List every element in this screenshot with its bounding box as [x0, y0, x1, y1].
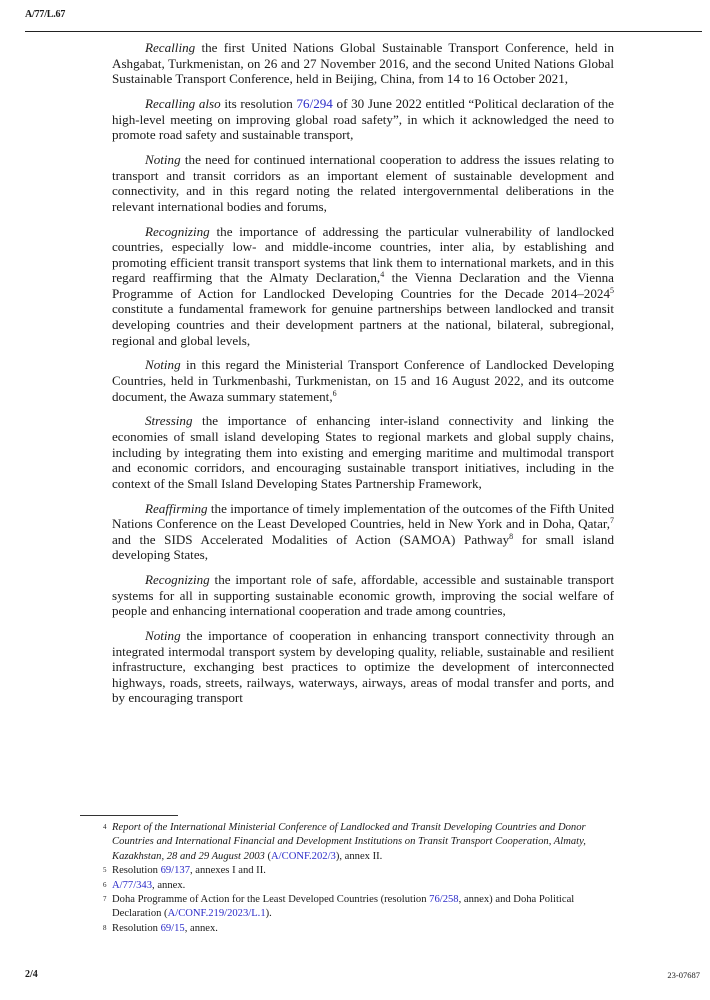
paragraph-lead-word: Recalling also — [145, 95, 221, 111]
preambular-paragraph: Noting in this regard the Ministerial Transport Conference of Landlocked Developing Countries, held in Turkmenbashi, Turkmenistan, on 15 and 16 August 2022, and its outcome document, the Awaza summary statement,$^6$ — [112, 357, 614, 404]
preambular-paragraph: Stressing the importance of enhancing inter-island connectivity and linking the economies of small island developing States to regional markets and global supply chains, including by integrating them into existing and emerging maritime and multimodal transport and economic corridors, and encouraging sustainable transport initiatives, including in the context of the Small Island Developing States Partnership Framework, — [112, 413, 614, 491]
footnote-number: 8 — [103, 923, 107, 932]
paragraph-lead-word: Noting — [145, 628, 181, 644]
preambular-paragraph: Reaffirming the importance of timely implementation of the outcomes of the Fifth United Nations Conference on the Least Developed Countries, held in New York and in Doha, Qatar,$^7$ and the SIDS Accelerated Modalities of Action (SAMOA) Pathway$^8$ for small island developing States, — [112, 500, 614, 563]
footnote: 8 Resolution 69/15, annex. — [103, 922, 218, 934]
footnote-number: 5 — [103, 866, 107, 875]
paragraph-lead-word: Stressing — [145, 413, 193, 429]
document-reference-link[interactable]: 76/294 — [296, 95, 333, 111]
page-number: 2/4 — [25, 969, 38, 980]
document-reference-link[interactable]: A/CONF.202/3 — [271, 850, 336, 862]
paragraph-lead-word: Noting — [145, 151, 181, 167]
footnote-separator — [80, 815, 178, 816]
document-symbol: A/77/L.67 — [25, 9, 66, 20]
footnote-number: 7 — [103, 895, 107, 904]
footnote-marker: 6 — [332, 388, 337, 398]
document-reference-link[interactable]: A/CONF.219/2023/L.1 — [167, 908, 266, 920]
footnote: 7 Doha Programme of Action for the Least Developed Countries (resolution 76/258, annex) and Doha Political Declaration (A/CONF.219/2023/L.1). — [103, 894, 575, 920]
preambular-paragraph: Recalling also its resolution 76/294 of 30 June 2022 entitled “Political declaration of the high-level meeting on improving global road safety”, in which it acknowledged the need to promote road safety and sustainable transport, — [112, 95, 614, 143]
footnote-marker: 8 — [509, 531, 514, 541]
footnote-number: 6 — [103, 880, 107, 889]
footnote-marker: 5 — [610, 285, 614, 295]
preambular-paragraph: Noting the importance of cooperation in enhancing transport connectivity through an integrated intermodal transport system by developing quality, reliable, sustainable and resilient infrastructure, exchanging best practices to optimize the development of interconnected highways, roads, streets, railways, waterways, airways, areas of modal transfer and ports, and by encouraging transport — [112, 628, 614, 706]
footnote-marker: 7 — [610, 516, 614, 526]
preambular-paragraph: Recognizing the important role of safe, affordable, accessible and sustainable transport systems for all in supporting sustainable economic growth, improving the social welfare of people and enhancing international cooperation and trade among countries, — [112, 572, 614, 619]
document-reference-link[interactable]: 69/137 — [160, 865, 190, 877]
paragraph-lead-word: Recognizing — [145, 572, 210, 588]
paragraph-lead-word: Recognizing — [145, 223, 210, 239]
footnote: 5 Resolution 69/137, annexes I and II. — [103, 865, 266, 877]
footnote-marker: 4 — [380, 270, 385, 280]
preambular-paragraph: Recalling the first United Nations Global Sustainable Transport Conference, held in Ashgabat, Turkmenistan, on 26 and 27 November 2016, and the second United Nations Global Sustainable Transport Conference, held in Beijing, China, from 14 to 16 October 2021, — [112, 40, 614, 87]
document-reference-link[interactable]: 76/258 — [429, 894, 459, 906]
document-body — [112, 40, 614, 715]
preambular-paragraph: Recognizing the importance of addressing the particular vulnerability of landlocked countries, especially low- and middle-income countries, inter alia, by establishing and promoting efficient transit transport systems that link them to international markets, and in this regard reaffirming that the Almaty Declaration,$^4$ the Vienna Declaration and the Vienna Programme of Action for Landlocked Developing Countries for the Decade 2014–2024$^5$ constitute a fundamental framework for genuine partnerships between landlocked and transit developing countries and their development partners at the national, bilateral, subregional, regional and global levels, — [112, 223, 614, 348]
preambular-paragraph: Noting the need for continued international cooperation to address the issues relating to transport and transit corridors as an important element of sustainable development and connectivity, and in this regard noting the related intergovernmental deliberations in the relevant international bodies and forums, — [112, 151, 614, 214]
footnote-number: 4 — [103, 823, 107, 831]
document-code: 23-07687 — [667, 970, 700, 980]
footnotes — [103, 821, 613, 936]
italic-title: Report of the International Ministerial Conference of Landlocked and Transit Developing Countries and Donor Countries and International Financial and Development Institutions on Transit Transport Cooperation, Almaty, Kazakhstan, 28 and 29 August 2003 — [112, 822, 586, 862]
paragraph-lead-word: Noting — [145, 357, 181, 373]
header-rule — [25, 31, 702, 32]
footnote: 4 Report of the International Ministerial Conference of Landlocked and Transit Developing Countries and Donor Countries and International Financial and Development Institutions on Transit Transport Cooperation, Almaty, Kazakhstan, 28 and 29 August 2003 (A/CONF.202/3), annex II. — [103, 822, 586, 862]
footnote: 6 A/77/343, annex. — [103, 879, 186, 891]
document-reference-link[interactable]: A/77/343 — [112, 879, 153, 891]
paragraph-lead-word: Reaffirming — [145, 500, 208, 516]
document-reference-link[interactable]: 69/15 — [160, 922, 185, 934]
paragraph-lead-word: Recalling — [145, 40, 196, 55]
